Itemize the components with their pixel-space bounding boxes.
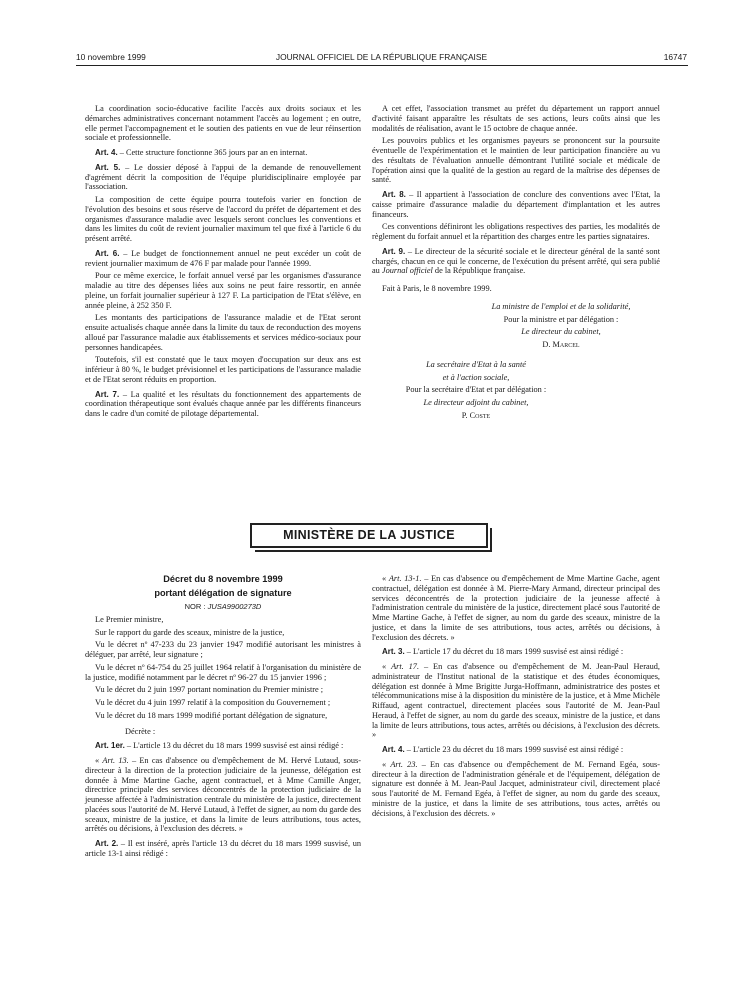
article-3: Art. 3. – L'article 17 du décret du 18 mars 1999 susvisé est ainsi rédigé : (382, 647, 624, 657)
paragraph: Vu le décret du 18 mars 1999 modifié portant délégation de signature, (95, 710, 328, 720)
paragraph: Les montants des participations de l'assurance maladie et de l'Etat seront ensuite actualisés chaque année dans la limite du taux de reconduction des moyens alloué par l'assurance maladie aux établissements et services médico-sociaux pour personnes handicapées. (85, 313, 361, 352)
paragraph: A cet effet, l'association transmet au préfet du département un rapport annuel d'activité faisant apparaître les résultats de ses actions, leurs coûts ainsi que les modalités de réalisation, avant le 15 octobre de chaque année. (372, 104, 660, 133)
paragraph: Pour ce même exercice, le forfait annuel versé par les organismes d'assurance maladie au titre des dépenses liées aux soins ne peut faire ressortir, en année pleine, un forfait journalier supérieur à 127 F. La participation de l'Etat s'élève, en année pleine, à 252 350 F. (85, 271, 361, 310)
article-5: Art. 5. – Le dossier déposé à l'appui de la demande de renouvellement d'agrément décrit la composition de l'équipe pluridisciplinaire employée par l'association. (85, 162, 361, 192)
paragraph: Les pouvoirs publics et les organismes payeurs se prononcent sur la poursuite éventuelle de l'expérimentation et le maintien de leur participation financière au vu des résultats de l'évaluation annuelle démontrant l'utilité sociale et médicale de l'opération ainsi que la qualité de la gestion au regard de la maîtrise des dépenses de santé. (372, 136, 660, 185)
delegation-line: Pour la secrétaire d'Etat et par délégation : (405, 385, 547, 395)
page-header (76, 52, 687, 66)
decree-title: Décret du 8 novembre 1999 (163, 574, 283, 584)
delegate-title: Le directeur adjoint du cabinet, (423, 398, 529, 407)
article-label: Art. 9. (382, 246, 406, 256)
section-title-box: MINISTÈRE DE LA JUSTICE (250, 523, 488, 548)
upper-right-column (372, 104, 660, 424)
article-label: Art. 4. (95, 148, 118, 157)
paragraph: Ces conventions définiront les obligations respectives des parties, les modalités de règlement du forfait annuel et la répartition des charges entre les parties signataires. (372, 222, 660, 241)
article-23-quote: « Art. 23. – En cas d'absence ou d'empêchement de M. Fernand Egéa, sous-directeur à la direction de l'administration générale et de l'équipement, délégation de signature est donnée à M. Jean-Paul Jacquet, administrateur civil, directement placé sous l'autorité de M. Fernand Egéa, à l'effet de signer, au nom du garde des sceaux, ministre de la justice, et dans la limite de ses attributions, tous actes, arrêtés ou décisions, à l'exclusion des décrets. » (372, 759, 660, 818)
paragraph: Sur le rapport du garde des sceaux, ministre de la justice, (95, 627, 285, 637)
article-label: Art. 5. (95, 162, 121, 172)
article-4: Art. 4. – L'article 23 du décret du 18 mars 1999 susvisé est ainsi rédigé : (382, 745, 624, 754)
article-7: Art. 7. – La qualité et les résultats du fonctionnement des appartements de coordination thérapeutique sont évalués chaque année par les différents financeurs dans le cadre d'un comité de pilotage départemental. (85, 389, 362, 418)
header-journal-title: JOURNAL OFFICIEL DE LA RÉPUBLIQUE FRANÇAISE (275, 52, 488, 62)
article-label: Art. 1er. (95, 741, 125, 751)
signing-place-date: Fait à Paris, le 8 novembre 1999. (382, 284, 492, 293)
article-1: Art. 1er. – L'article 13 du décret du 18 mars 1999 susvisé est ainsi rédigé : (95, 741, 344, 751)
journal-officiel-italic: Journal officiel (381, 266, 433, 276)
article-13-quote: « Art. 13. – En cas d'absence ou d'empêchement de M. Hervé Lutaud, sous-directeur à la direction de la protection judiciaire de la jeunesse, délégation est donnée à Mme Martine Gache, agent contractuel, et à Mme Camille Anger, directrice principale des services déconcentrés de la protection judiciaire de la jeunesse affectée à l'administration centrale du ministère de la justice, directement placées sous l'autorité de M. Hervé Lutaud, à l'effet de signer, au nom du garde des sceaux, ministre de la justice, et dans la limite de leurs attributions, tous actes, arrêtés ou décisions, à l'exclusion des décrets. » (85, 756, 361, 834)
article-label: Art. 6. (95, 248, 120, 258)
article-label: Art. 4. (382, 745, 405, 754)
signature-block-1 (372, 302, 660, 350)
paragraph: Vu le décret nº 47-233 du 23 janvier 1947 modifié autorisant les ministres à déléguer, par arrêté, leur signature ; (85, 640, 361, 659)
paragraph: Vu le décret nº 64-754 du 25 juillet 1964 relatif à l'organisation du ministère de la justice, modifié notamment par le décret nº 96-27 du 15 janvier 1996 ; (85, 662, 361, 682)
paragraph: La coordination socio-éducative facilite l'accès aux droits sociaux et les démarches administratives concernant notamment l'accès au logement ; en outre, elle permet l'accompagnement et le soutien des patients en vue de leur réinsertion sociale et professionnelle. (85, 104, 361, 143)
article-17-quote: « Art. 17. – En cas d'absence ou d'empêchement de M. Jean-Paul Heraud, administrateur de l'Institut national de la statistique et des études économiques, délégation est donnée à Mme Brigitte Jurga-Hoffmann, administratrice des postes et télécommunications mise à la disposition du ministère de la justice, et à Mme Michèle Riffaud, agent contractuel, directement placées sous l'autorité de M. Jean-Paul Heraud, à l'effet de signer, au nom du garde des sceaux, ministre de la justice, et dans la limite de leurs attributions, tous actes, arrêtés ou décisions, à l'exclusion des décrets. » (372, 662, 661, 740)
paragraph: Vu le décret du 4 juin 1997 relatif à la composition du Gouvernement ; (95, 698, 331, 707)
signatory-name: P. Coste (461, 410, 491, 420)
lower-left-column (85, 574, 361, 862)
article-label: Art. 3. (382, 647, 405, 657)
decrete-line: Décrète : (125, 726, 156, 736)
article-label: Art. 8. (382, 190, 406, 199)
article-label: Art. 13. (102, 756, 129, 765)
article-9: Art. 9. – Le directeur de la sécurité sociale et le directeur général de la santé sont chargés, chacun en ce qui le concerne, de l'exécution du présent arrêté, qui sera publié au Journal officiel de la République française. (372, 246, 661, 276)
article-8: Art. 8. – Il appartient à l'association de conclure des conventions avec l'Etat, la caisse primaire d'assurance maladie du département d'implantation et les autres financeurs. (372, 190, 661, 219)
header-rule (76, 65, 688, 66)
article-13-1-quote: « Art. 13-1. – En cas d'absence ou d'empêchement de Mme Martine Gache, agent contractuel, délégation est donnée à M. Pierre-Mary Armand, directeur principal des services déconcentrés de la protection judiciaire de la jeunesse affecté à l'administration centrale du ministère de la justice, directement placé sous l'autorité de Mme Martine Gache, à l'effet de signer, au nom du garde des sceaux, ministre de la justice, et dans la limite de ses attributions, tous actes, arrêtés ou décisions, à l'exclusion des décrets. » (372, 574, 660, 642)
signatory-name: D. Marcel (542, 340, 580, 349)
signatory-title: La secrétaire d'Etat à la santé (426, 359, 526, 369)
signature-block-2 (372, 360, 660, 421)
article-label: Art. 13-1. (388, 574, 422, 583)
nor-reference: NOR : JUSA9900273D (184, 602, 262, 611)
paragraph: Le Premier ministre, (95, 614, 164, 624)
article-label: Art. 7. (95, 389, 120, 399)
article-label: Art. 23. (390, 759, 418, 769)
paragraph: Vu le décret du 2 juin 1997 portant nomination du Premier ministre ; (95, 685, 324, 695)
lower-right-column (372, 574, 660, 821)
article-2: Art. 2. – Il est inséré, après l'article 13 du décret du 18 mars 1999 susvisé, un article 13-1 ainsi rédigé : (85, 839, 362, 858)
delegation-line: Pour la ministre et par délégation : (503, 314, 619, 324)
decree-subtitle: portant délégation de signature (154, 588, 292, 598)
delegate-title: Le directeur du cabinet, (521, 327, 601, 337)
paragraph: La composition de cette équipe pourra toutefois varier en fonction de l'évolution des besoins et sous réserve de l'accord du préfet de département et des organismes d'assurance maladie avec lesquels seront conclues les conventions et dans les limites du coût de revient journalier maximum tel que fixé à l'article 6 du présent arrêté. (85, 195, 361, 243)
header-page-number: 16747 (663, 52, 687, 62)
header-date: 10 novembre 1999 (76, 52, 146, 62)
signatory-title-cont: et à l'action sociale, (442, 372, 510, 382)
article-6: Art. 6. – Le budget de fonctionnement annuel ne peut excéder un coût de revient journalier maximum de 476 F par malade pour l'année 1999. (85, 248, 361, 268)
article-label: Art. 2. (95, 839, 119, 848)
upper-left-column (85, 104, 361, 422)
article-4: Art. 4. – Cette structure fonctionne 365 jours par an en internat. (95, 148, 308, 157)
article-label: Art. 17. (391, 662, 420, 671)
paragraph: Toutefois, s'il est constaté que le taux moyen d'occupation sur deux ans est inférieur à 80 %, le budget prévisionnel et les participations de l'assurance maladie et de l'Etat seront réduits en proportion. (85, 355, 361, 384)
signatory-title: La ministre de l'emploi et de la solidarité, (491, 301, 631, 311)
